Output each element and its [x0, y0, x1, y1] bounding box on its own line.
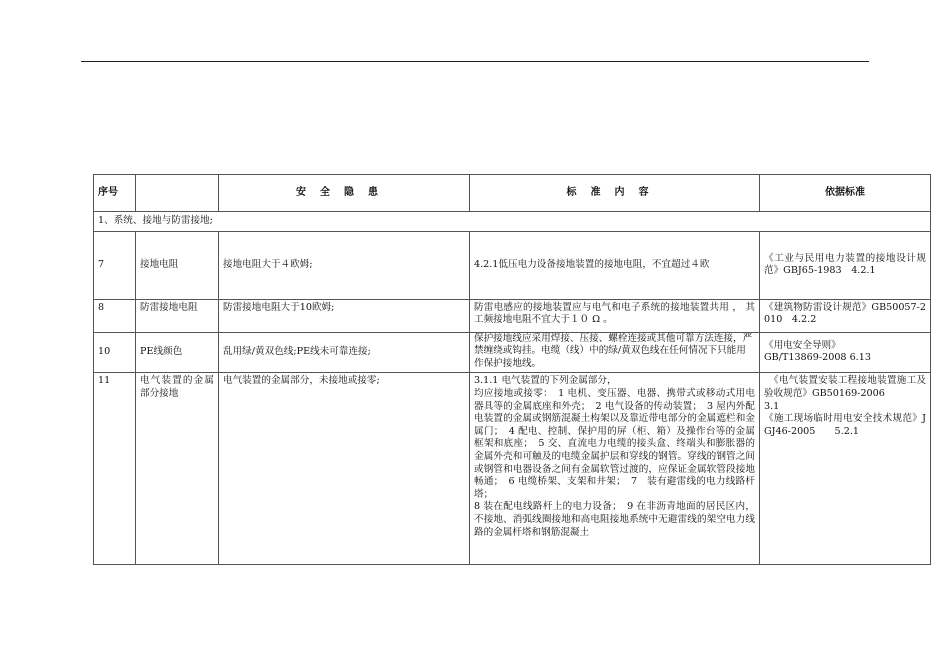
row-hazard: 防雷接地电阻大于10欧姆; — [219, 299, 470, 332]
header-hazard: 安全隐患 — [219, 175, 470, 212]
row-hazard: 接地电阻大于４欧姆; — [219, 231, 470, 299]
row-basis: 《建筑物防雷设计规范》GB50057-2010 4.2.2 — [760, 299, 931, 332]
row-hazard: 电气装置的金属部分，未接地或接零; — [219, 373, 470, 565]
row-seq: 7 — [94, 231, 136, 299]
row-standard: 防雷电感应的接地装置应与电气和电子系统的接地装置共用 ， 其工频接地电阻不宜大于１０ Ω 。 — [470, 299, 760, 332]
header-basis: 依据标准 — [760, 175, 931, 212]
row-item: 电气装置的金属部分接地 — [136, 373, 219, 565]
row-basis: 《工业与民用电力装置的接地设计规范》GBJ65-1983 4.2.1 — [760, 231, 931, 299]
row-seq: 11 — [94, 373, 136, 565]
table-row — [94, 373, 931, 565]
row-seq: 8 — [94, 299, 136, 332]
row-basis — [760, 332, 931, 373]
header-standard: 标准内容 — [470, 175, 760, 212]
row-standard — [470, 373, 760, 565]
section-title: 1、系统、接地与防雷接地; — [94, 212, 931, 232]
table-row — [94, 299, 931, 332]
row-item: 防雷接地电阻 — [136, 299, 219, 332]
safety-hazard-table — [93, 174, 931, 565]
header-seq: 序号 — [94, 175, 136, 212]
table-row — [94, 332, 931, 373]
basis-line: 3.1 — [764, 400, 780, 412]
table-row — [94, 231, 931, 299]
row-item: PE线颜色 — [136, 332, 219, 373]
row-seq: 10 — [94, 332, 136, 373]
standard-line: 均应接地或接零： 1 电机、变压器、电器、携带式或移动式用电器具等的金属底座和外壳； 2 电气设备的传动装置； 3 屋内外配电装置的金属或钢筋混凝土构架以及靠近带电部分的金属遮栏和金属门； 4 配电、控制、保护用的屏（柜、箱）及操作台等的金属框架和底座； 5 交、直流电力电缆的接头盒、终端头和膨胀器的金属外壳和可触及的电缆金属护层和穿线的钢管。穿线的钢管之间或钢管和电器设备之间有金属软管过渡的，应保证金属软管段接地畅通； 6 电缆桥架、支架和井架； 7 装有避雷线的电力线路杆塔； — [474, 387, 755, 500]
page-header-rule — [81, 61, 869, 62]
standard-line: 3.1.1 电气装置的下列金属部分， — [474, 375, 617, 387]
header-item — [136, 175, 219, 212]
row-standard: 4.2.1低压电力设备接地装置的接地电阻，不宜超过４欧 — [470, 231, 760, 299]
row-basis — [760, 373, 931, 565]
basis-line: GB/T13869-2008 6.13 — [764, 352, 871, 364]
standard-text-block — [474, 375, 755, 562]
basis-line: 《电气装置安装工程接地装置施工及验收规范》GB50169-2006 — [764, 375, 926, 399]
section-row — [94, 212, 931, 232]
row-hazard: 乱用绿/黄双色线;PE线未可靠连接; — [219, 332, 470, 373]
basis-line: 《用电安全导则》 — [764, 339, 841, 351]
basis-line: 《施工现场临时用电安全技术规范》JGJ46-2005 5.2.1 — [764, 413, 926, 437]
table-header-row — [94, 175, 931, 212]
row-item: 接地电阻 — [136, 231, 219, 299]
standard-line: 8 装在配电线路杆上的电力设备； 9 在非沥青地面的居民区内，不接地、消弧线圈接地和高电阻接地系统中无避雷线的架空电力线路的金属杆塔和钢筋混凝土 — [474, 501, 755, 538]
row-standard: 保护接地线应采用焊接、压接、螺栓连接或其他可靠方法连接，严禁缠绕或钩挂。电缆（线）中的绿/黄双色线在任何情况下只能用作保护接地线。 — [470, 332, 760, 373]
